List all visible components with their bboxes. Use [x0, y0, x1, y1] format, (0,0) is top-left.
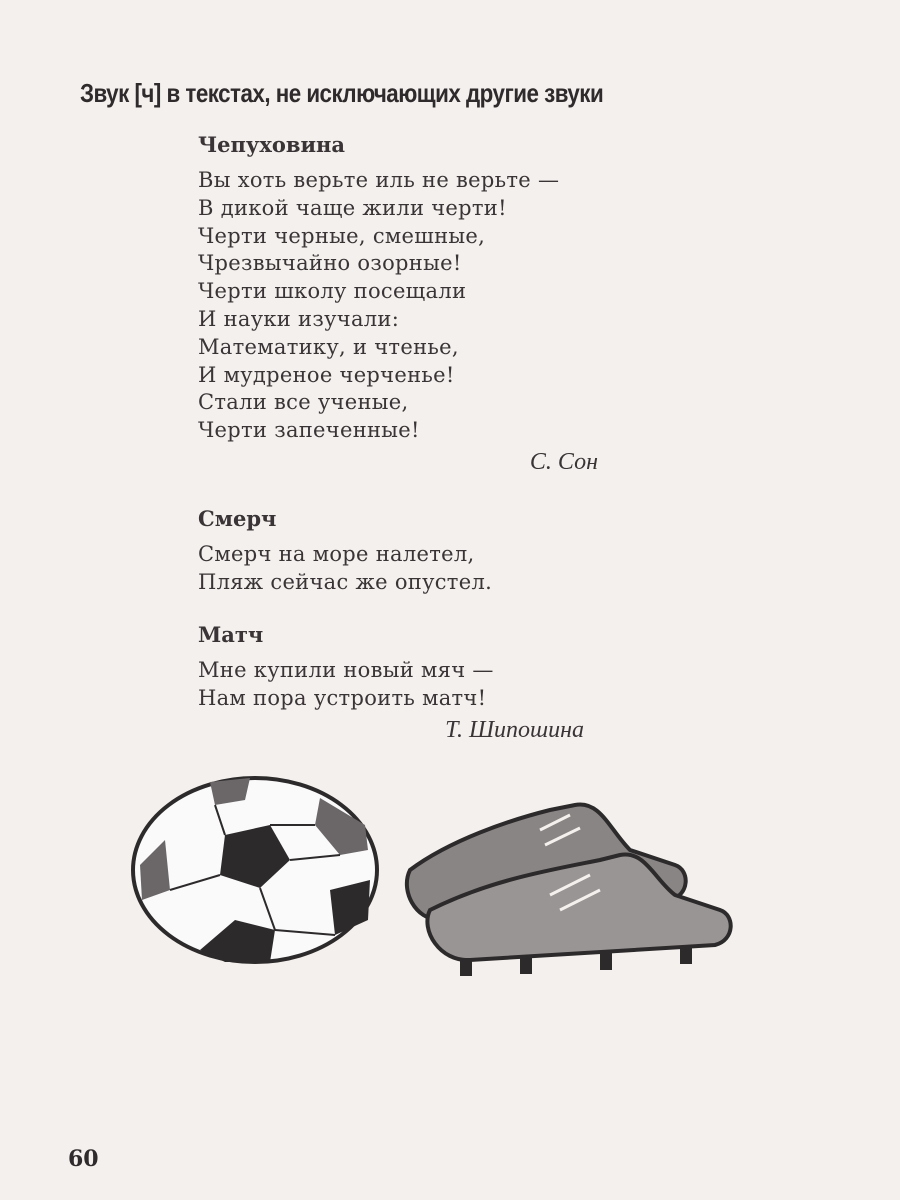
- poem-line: И науки изучали:: [198, 306, 400, 331]
- sports-illustration: [130, 770, 770, 990]
- poem-line: Черти черные, смешные,: [198, 223, 486, 248]
- poem-line: Чрезвычайно озорные!: [198, 251, 462, 276]
- poem-line: Стали все ученые,: [198, 390, 409, 415]
- poem-line: Вы хоть верьте иль не верьте —: [198, 168, 560, 192]
- poem-author: Т. Шипошина: [445, 716, 584, 743]
- football-boots-icon: [407, 804, 731, 976]
- poem-line: И мудреное черченье!: [198, 362, 455, 387]
- poem-smerch: [198, 506, 598, 597]
- poem-line: Мне купили новый мяч —: [198, 658, 494, 682]
- poem-match: [198, 622, 584, 745]
- poem-author: С. Сон: [529, 448, 598, 475]
- poem-chepuhovina: [198, 132, 598, 477]
- poem-title: Смерч: [198, 506, 277, 531]
- poem-line: Математику, и чтенье,: [198, 334, 459, 359]
- poem-line: Смерч на море налетел,: [198, 542, 475, 566]
- poem-line: Черти запеченные!: [198, 418, 420, 443]
- poem-title: Матч: [198, 622, 264, 647]
- poem-line: Нам пора устроить матч!: [198, 685, 487, 710]
- soccer-ball-icon: [133, 778, 377, 962]
- poem-title: Чепуховина: [198, 132, 346, 157]
- page-title: Звук [ч] в текстах, не исключающих другие звуки: [80, 78, 604, 108]
- poem-line: Черти школу посещали: [198, 279, 467, 304]
- poem-line: Пляж сейчас же опустел.: [198, 569, 493, 594]
- page-number: 60: [68, 1146, 99, 1172]
- poem-line: В дикой чаще жили черти!: [198, 195, 507, 220]
